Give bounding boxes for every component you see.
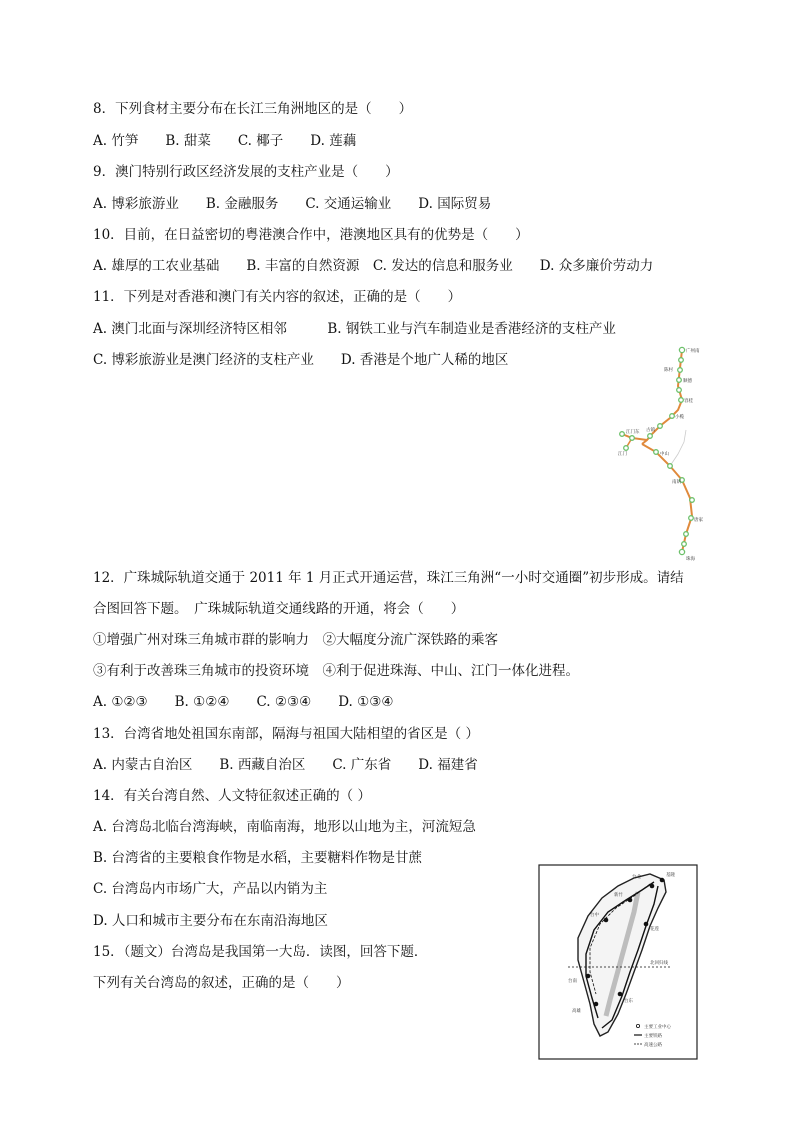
legend-industrial-center: 主要工业中心 xyxy=(644,1025,671,1030)
station-jiangmen-east xyxy=(630,436,635,441)
label-tropic-of-cancer: 北回归线 xyxy=(650,961,668,966)
label-hsinchu: 新竹 xyxy=(614,893,623,898)
guangzhu-rail-map xyxy=(612,338,707,563)
station-zhongshan xyxy=(668,464,673,469)
question-8-stem: 8．下列食材主要分布在长江三角洲地区的是（ ） xyxy=(93,101,413,117)
station-chencun xyxy=(678,368,683,373)
station-tangjia xyxy=(690,498,695,503)
label-chencun: 陈村 xyxy=(664,368,673,373)
city-taitung xyxy=(618,992,623,997)
station-shunde xyxy=(677,378,682,383)
station xyxy=(689,516,694,521)
label-tainan: 台南 xyxy=(568,979,577,984)
station-guangzhou-south xyxy=(679,347,684,352)
question-15-stem-line2: 下列有关台湾岛的叙述，正确的是（ ） xyxy=(93,975,350,991)
station xyxy=(658,424,663,429)
label-zhongshan: 中山 xyxy=(660,452,669,457)
question-14-option-c: C. 台湾岛内市场广大，产品以内销为主 xyxy=(93,881,328,897)
city-hualien xyxy=(644,922,649,927)
station-xiaolan xyxy=(670,414,675,419)
station xyxy=(679,358,684,363)
city-taipei xyxy=(650,884,655,889)
label-tangjia: 唐家 xyxy=(694,518,703,523)
station-ronggui xyxy=(679,398,684,403)
station-zhongshan-north xyxy=(654,450,659,455)
station-jiangmen xyxy=(620,432,625,437)
question-14-stem: 14．有关台湾自然、人文特征叙述正确的（ ） xyxy=(93,788,371,804)
question-12-stem-line1: 12．广珠城际轨道交通于 2011 年 1 月正式开通运营，珠江三角洲“一小时交通圈”初步形成。请结 xyxy=(93,570,684,586)
station xyxy=(624,446,629,451)
label-hualien: 花莲 xyxy=(650,927,659,932)
question-10-stem: 10．目前，在日益密切的粤港澳合作中，港澳地区具有的优势是（ ） xyxy=(93,227,529,243)
question-14-option-b: B. 台湾省的主要粮食作物是水稻，主要糖料作物是甘蔗 xyxy=(93,850,423,866)
station-zhuhai xyxy=(679,549,684,554)
question-13-options: A. 内蒙古自治区 B. 西藏自治区 C. 广东省 D. 福建省 xyxy=(93,757,478,773)
question-13-stem: 13．台湾省地处祖国东南部，隔海与祖国大陆相望的省区是（ ） xyxy=(93,726,479,742)
question-12-stem-line2: 合图回答下题。 广珠城际轨道交通线路的开通，将会（ ） xyxy=(93,601,465,617)
city-taichung xyxy=(604,918,609,923)
station-guzhen xyxy=(648,434,653,439)
label-taipei: 台北 xyxy=(632,875,641,880)
station xyxy=(684,532,689,537)
label-keelung: 基隆 xyxy=(666,873,675,878)
label-xiaolan: 小榄 xyxy=(675,415,684,420)
label-shunde: 顺德 xyxy=(683,379,692,384)
label-nanlang: 南朗 xyxy=(672,480,681,485)
label-jiangmen-east: 江门东 xyxy=(626,430,640,435)
legend-railway: 主要铁路 xyxy=(644,1034,662,1039)
label-zhuhai: 珠海 xyxy=(686,557,695,562)
city-kaohsiung xyxy=(594,1002,599,1007)
label-kaohsiung: 高雄 xyxy=(572,1009,581,1014)
label-jiangmen: 江门 xyxy=(618,452,627,457)
label-guangzhou-south: 广州南 xyxy=(686,349,700,354)
question-12-options: A. ①②③ B. ①②④ C. ②③④ D. ①③④ xyxy=(93,694,394,710)
legend-industrial-center-icon xyxy=(636,1024,639,1027)
map-boundary-line xyxy=(670,430,686,466)
question-12-items-12: ①增强广州对珠三角城市群的影响力 ②大幅度分流广深铁路的乘客 xyxy=(93,632,498,648)
label-guzhen: 古镇 xyxy=(646,428,655,433)
label-taitung: 台东 xyxy=(624,999,633,1004)
question-12-items-34: ③有利于改善珠三角城市的投资环境 ④利于促进珠海、中山、江门一体化进程。 xyxy=(93,663,579,679)
city-keelung xyxy=(660,878,665,883)
city-hsinchu xyxy=(628,898,633,903)
question-9-stem: 9．澳门特别行政区经济发展的支柱产业是（ ） xyxy=(93,164,399,180)
question-8-options: A. 竹笋 B. 甜菜 C. 椰子 D. 莲藕 xyxy=(93,133,357,149)
question-14-option-d: D. 人口和城市主要分布在东南沿海地区 xyxy=(93,913,328,929)
legend-freeway: 高速公路 xyxy=(644,1043,662,1048)
station xyxy=(682,542,687,547)
label-ronggui: 容桂 xyxy=(684,399,693,404)
question-14-option-a: A. 台湾岛北临台湾海峡，南临南海，地形以山地为主，河流短急 xyxy=(93,819,476,835)
question-10-options: A. 雄厚的工农业基础 B. 丰富的自然资源 C. 发达的信息和服务业 D. 众多廉价劳动力 xyxy=(93,258,654,274)
city-tainan xyxy=(586,974,591,979)
station xyxy=(677,388,682,393)
question-11-options-cd: C. 博彩旅游业是澳门经济的支柱产业 D. 香港是个地广人稀的地区 xyxy=(93,352,509,368)
taiwan-map xyxy=(538,864,698,1060)
question-15-stem-line1: 15．（题文）台湾岛是我国第一大岛．读图，回答下题． xyxy=(93,944,428,960)
question-11-stem: 11．下列是对香港和澳门有关内容的叙述，正确的是（ ） xyxy=(93,289,462,305)
label-taichung: 台中 xyxy=(590,913,599,918)
question-11-options-ab: A. 澳门北面与深圳经济特区相邻 B. 钢铁工业与汽车制造业是香港经济的支柱产业 xyxy=(93,321,616,337)
question-9-options: A. 博彩旅游业 B. 金融服务 C. 交通运输业 D. 国际贸易 xyxy=(93,196,492,212)
